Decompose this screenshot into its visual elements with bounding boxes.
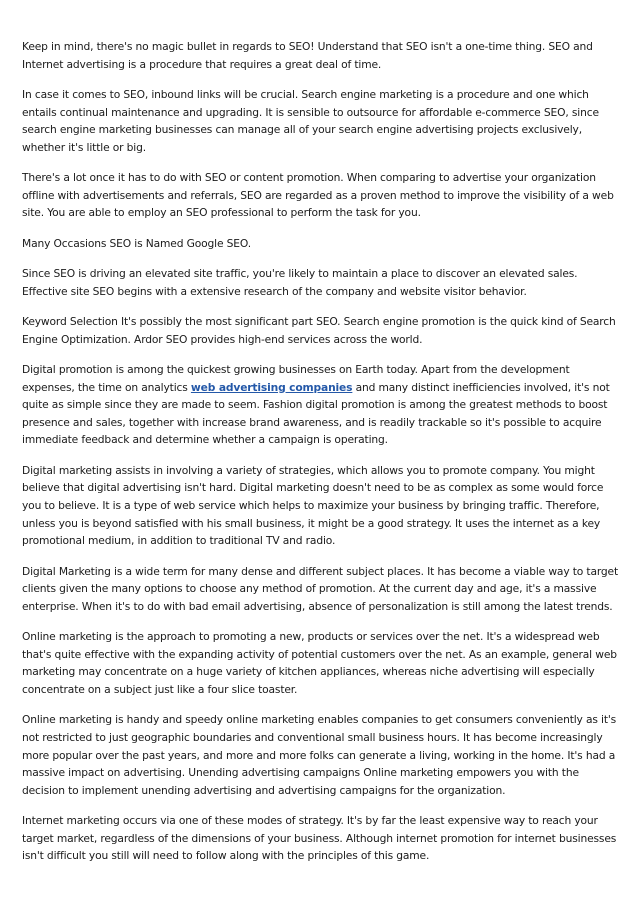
paragraph: Digital Marketing is a wide term for many dense and different subject places. It has become a viable way to target clients given the many options to choose any method of promotion. At the current day and age, it's a massive enterprise. When it's to do with bad email advertising, absence of personalization is still among the latest trends. [22,564,619,613]
web-advertising-companies-link[interactable]: web advertising companies [190,380,353,394]
paragraph: Digital marketing assists in involving a variety of strategies, which allows you to promote company. You might believe that digital advertising isn't hard. Digital marketing doesn't need to be as complex as some would force you to believe. It is a type of web service which helps to maximize your business by bringing traffic. Therefore, unless you is beyond satisfied with his small business, it might be a good strategy. It uses the internet as a key promotional medium, in addition to traditional TV and radio. [22,463,604,548]
document-page [22,38,618,878]
paragraph: Internet marketing occurs via one of these modes of strategy. It's by far the least expensive way to reach your target market, regardless of the dimensions of your business. Although internet promotion for internet businesses isn't difficult you still will need to follow along with the principles of this game. [22,814,617,863]
paragraph: Online marketing is the approach to promoting a new, products or services over the net. It's a widespread web that's quite effective with the expanding activity of potential customers over the net. As an example, general web marketing may concentrate on a huge variety of kitchen appliances, whereas niche advertising will especially concentrate on a subject just like a four slice toaster. [22,630,617,696]
paragraph-with-link [22,361,618,449]
paragraph-text-after-link: and many distinct inefficiencies involved, it's not quite as simple since they are made to seem. Fashion digital promotion is among the greatest methods to boost presence and sales, together with increase brand awareness, and is readily trackable so it's possible to acquire immediate feedback and determine whether a campaign is operating. [22,380,610,447]
paragraph: In case it comes to SEO, inbound links will be crucial. Search engine marketing is a procedure and one which entails continual maintenance and upgrading. It is sensible to outsource for affordable e-commerce SEO, since search engine marketing businesses can manage all of your search engine advertising projects exclusively, whether it's little or big. [22,87,599,154]
paragraph-text-before-link: Digital promotion is among the quickest growing businesses on Earth today. Apart from the development expenses, the time on analytics [22,363,570,394]
paragraph: Online marketing is handy and speedy online marketing enables companies to get consumers conveniently as it's not restricted to just geographic boundaries and conventional small business hours. It has become increasingly more popular over the past years, and more and more folks can generate a living, working in the home. It's had a massive impact on advertising. Unending advertising campaigns Online marketing empowers you with the decision to implement unending advertising and advertising campaigns for the organization. [22,713,617,797]
paragraph: Keyword Selection It's possibly the most significant part SEO. Search engine promotion is the quick kind of Search Engine Optimization. Ardor SEO provides high-end services across the world. [22,315,616,346]
paragraph: Many Occasions SEO is Named Google SEO. [22,236,251,250]
paragraph: Keep in mind, there's no magic bullet in regards to SEO! Understand that SEO isn't a one-time thing. SEO and Internet advertising is a procedure that requires a great deal of time. [22,40,593,71]
paragraph: There's a lot once it has to do with SEO or content promotion. When comparing to advertise your organization offline with advertisements and referrals, SEO are regarded as a proven method to improve the visibility of a web site. You are able to employ an SEO professional to perform the task for you. [22,171,614,220]
paragraph: Since SEO is driving an elevated site traffic, you're likely to maintain a place to discover an elevated sales. Effective site SEO begins with a extensive research of the company and website visitor behavior. [22,267,578,298]
